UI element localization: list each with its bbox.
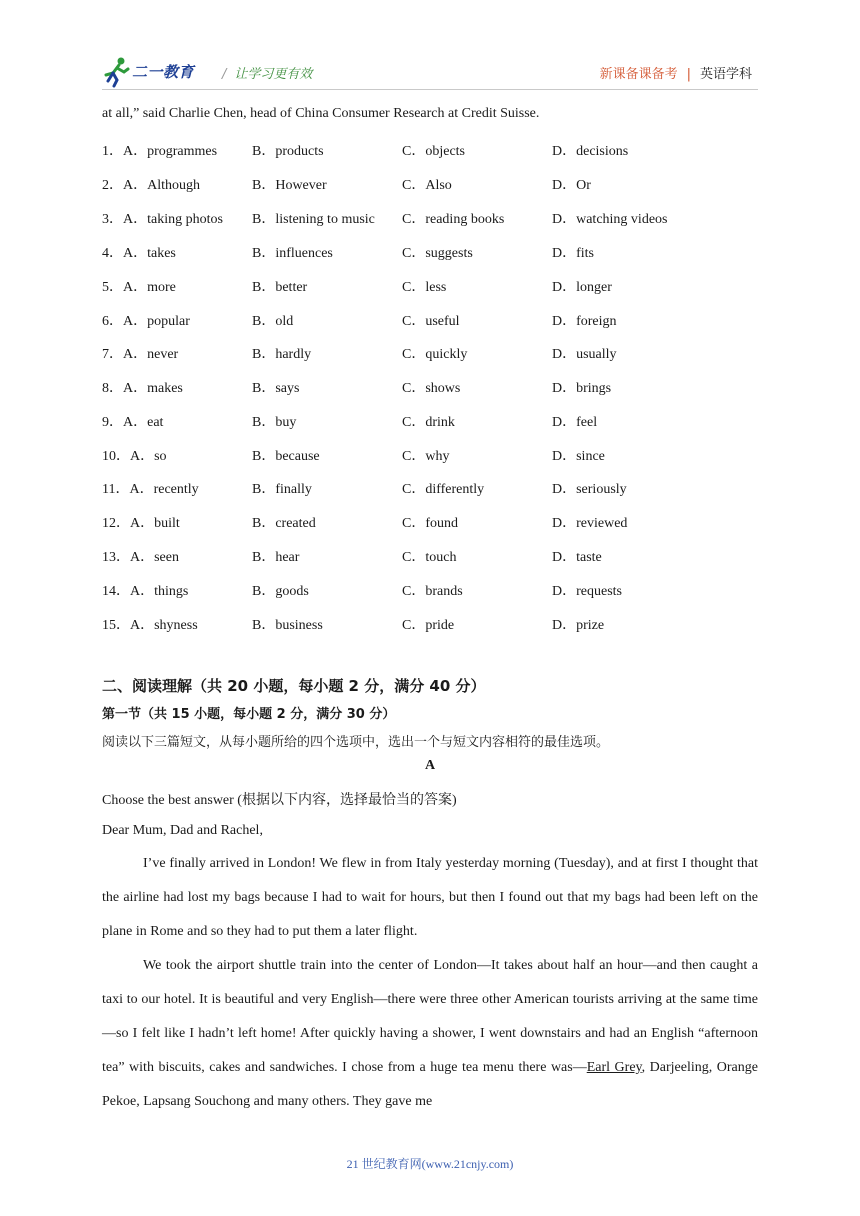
option-c: C．objects bbox=[402, 144, 465, 159]
option-b: B．hardly bbox=[252, 347, 312, 362]
option-c: C．Also bbox=[402, 178, 452, 193]
question-row bbox=[102, 478, 762, 498]
question-row bbox=[102, 411, 762, 431]
option-b: B．business bbox=[252, 618, 323, 633]
question-row bbox=[102, 512, 762, 532]
option-b: B．because bbox=[252, 449, 320, 464]
option-c: C．quickly bbox=[402, 347, 468, 362]
option-a: 4．A．takes bbox=[102, 246, 176, 261]
option-a: 12．A．built bbox=[102, 516, 180, 531]
runner-logo-icon bbox=[102, 55, 132, 89]
option-a: 13．A．seen bbox=[102, 550, 179, 565]
option-a: 7．A．never bbox=[102, 347, 179, 362]
slogan-text: 让学习更有效 bbox=[234, 67, 313, 82]
question-row bbox=[102, 377, 762, 397]
option-c: C．suggests bbox=[402, 246, 473, 261]
option-a: 3．A．taking photos bbox=[102, 212, 223, 227]
option-b: B．products bbox=[252, 144, 324, 159]
subject-label: 英语学科 bbox=[699, 67, 752, 82]
question-row bbox=[102, 242, 762, 262]
option-c: C．shows bbox=[402, 381, 461, 396]
option-b: B．goods bbox=[252, 584, 309, 599]
option-c: C．why bbox=[402, 449, 450, 464]
option-c: C．touch bbox=[402, 550, 457, 565]
option-c: C．reading books bbox=[402, 212, 505, 227]
paragraph-2-text: We took the airport shuttle train into the center of London—It takes about half an hour—and then caught a taxi to our hotel. It is beautiful and very English—there were three other American tourists arriving at the same time—so I felt like I hadn’t left home! After quickly having a shower, I went downstairs and had an English “afternoon tea” with biscuits, cakes and sandwiches. I chose from a huge tea menu there was— bbox=[102, 958, 758, 1075]
option-b: B．influences bbox=[252, 246, 333, 261]
option-b: B．old bbox=[252, 314, 294, 329]
header-right: 新课备课备考 | 英语学科 bbox=[599, 67, 752, 82]
option-a: 8．A．makes bbox=[102, 381, 183, 396]
option-c: C．less bbox=[402, 280, 447, 295]
option-d: D．fits bbox=[552, 246, 594, 261]
logo-text: 二一教育 bbox=[132, 63, 195, 81]
option-c: C．drink bbox=[402, 415, 455, 430]
option-b: B．created bbox=[252, 516, 316, 531]
option-b: B．better bbox=[252, 280, 308, 295]
option-d: D．decisions bbox=[552, 144, 629, 159]
slogan: / 让学习更有效 bbox=[222, 67, 313, 82]
option-c: C．found bbox=[402, 516, 458, 531]
question-row bbox=[102, 445, 762, 465]
option-a: 10．A．so bbox=[102, 449, 167, 464]
option-c: C．differently bbox=[402, 482, 485, 497]
option-a: 11．A．recently bbox=[102, 482, 199, 497]
option-d: D．foreign bbox=[552, 314, 617, 329]
option-b: B．hear bbox=[252, 550, 300, 565]
option-a: 6．A．popular bbox=[102, 314, 190, 329]
option-d: D．since bbox=[552, 449, 605, 464]
page-header bbox=[102, 55, 758, 90]
option-d: D．usually bbox=[552, 347, 617, 362]
option-a: 5．A．more bbox=[102, 280, 176, 295]
option-a: 15．A．shyness bbox=[102, 618, 198, 633]
question-row bbox=[102, 546, 762, 566]
continuation-text: at all,” said Charlie Chen, head of China Consumer Research at Credit Suisse. bbox=[102, 106, 540, 121]
option-a: 9．A．eat bbox=[102, 415, 164, 430]
question-row bbox=[102, 343, 762, 363]
letter-greeting: Dear Mum, Dad and Rachel, bbox=[102, 823, 263, 838]
option-d: D．seriously bbox=[552, 482, 627, 497]
logo bbox=[102, 55, 214, 89]
question-row bbox=[102, 310, 762, 330]
underlined-term: Earl Grey bbox=[586, 1060, 642, 1075]
option-d: D．Or bbox=[552, 178, 591, 193]
question-row bbox=[102, 580, 762, 600]
option-b: B．finally bbox=[252, 482, 312, 497]
option-a: 2．A．Although bbox=[102, 178, 200, 193]
option-b: B．buy bbox=[252, 415, 297, 430]
option-d: D．feel bbox=[552, 415, 598, 430]
exam-label: 新课备课备考 bbox=[599, 67, 678, 82]
page-footer: 21 世纪教育网(www.21cnjy.com) bbox=[346, 1157, 514, 1171]
option-c: C．brands bbox=[402, 584, 463, 599]
option-c: C．pride bbox=[402, 618, 455, 633]
option-b: B．However bbox=[252, 178, 327, 193]
option-b: B．says bbox=[252, 381, 300, 396]
question-row bbox=[102, 140, 762, 160]
paragraph-2 bbox=[102, 949, 758, 1119]
subsection-title: 第一节（共 15 小题，每小题 2 分，满分 30 分） bbox=[102, 707, 396, 722]
option-d: D．reviewed bbox=[552, 516, 628, 531]
section-title: 二、阅读理解（共 20 小题，每小题 2 分，满分 40 分） bbox=[102, 677, 486, 695]
option-d: D．watching videos bbox=[552, 212, 668, 227]
question-row bbox=[102, 614, 762, 634]
option-d: D．brings bbox=[552, 381, 612, 396]
option-b: B．listening to music bbox=[252, 212, 375, 227]
choose-instruction: Choose the best answer (根据以下内容，选择最恰当的答案) bbox=[102, 793, 457, 808]
option-c: C．useful bbox=[402, 314, 460, 329]
question-row bbox=[102, 276, 762, 296]
question-row bbox=[102, 174, 762, 194]
passage-label: A bbox=[424, 758, 436, 773]
option-d: D．taste bbox=[552, 550, 602, 565]
option-a: 14．A．things bbox=[102, 584, 189, 599]
option-a: 1．A．programmes bbox=[102, 144, 218, 159]
question-row bbox=[102, 208, 762, 228]
paragraph-2-tail: , Darjeeling, Orange Pekoe, Lapsang Souchong and many others. They gave me bbox=[102, 1060, 758, 1109]
instruction-text: 阅读以下三篇短文，从每小题所给的四个选项中，选出一个与短文内容相符的最佳选项。 bbox=[102, 735, 610, 750]
option-d: D．prize bbox=[552, 618, 605, 633]
option-d: D．requests bbox=[552, 584, 622, 599]
paragraph-1: I’ve finally arrived in London! We flew in from Italy yesterday morning (Tuesday), and at first I thought that the airline had lost my bags because I had to wait for hours, but then I found out that my bags had been left on the plane in Rome and so they had to put them a later flight. bbox=[102, 856, 758, 939]
option-d: D．longer bbox=[552, 280, 612, 295]
